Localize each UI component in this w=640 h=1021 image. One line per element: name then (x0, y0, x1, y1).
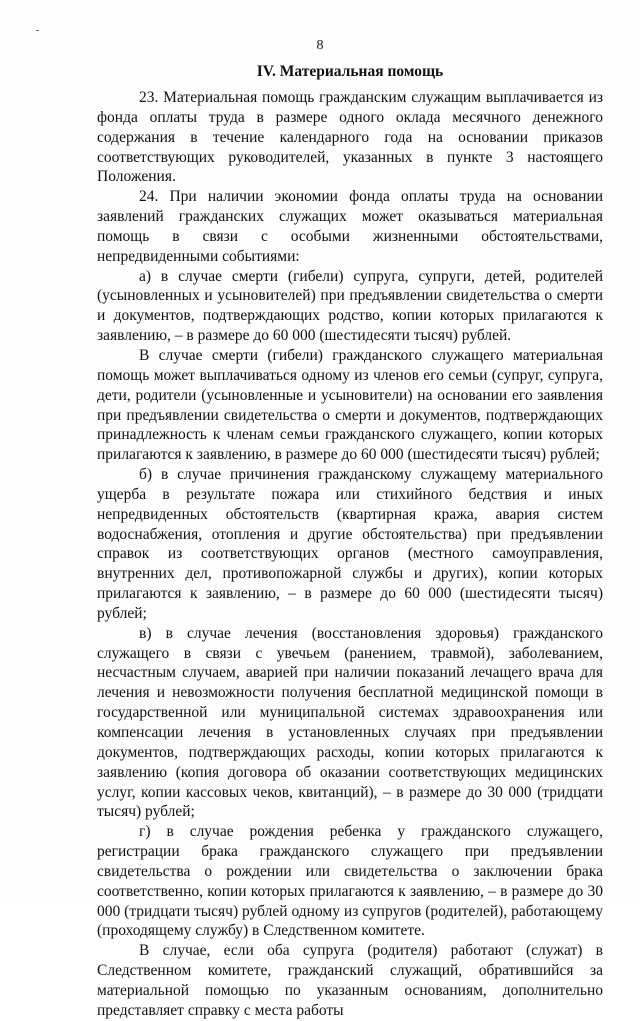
paragraph-24-v: в) в случае лечения (восстановления здоровья) гражданского служащего в связи с увечьем (ранением, травмой), заболеванием, несчастным случаем, аварией при наличии показаний лечащего врача для лечения и невозможности получения бесплатной медицинской помощи в государственной или муниципальной системах здравоохранения или компенсации лечения в установленных случаях при предъявлении документов, подтверждающих расходы, копии которых прилагаются к заявлению (копия договора об оказании соответствующих медицинских услуг, копии кассовых чеков, квитанций), – в размере до 30 000 (тридцати тысяч) рублей; (97, 624, 603, 821)
paragraph-24: 24. При наличии экономии фонда оплаты труда на основании заявлений гражданских служащих может оказываться материальная помощь в связи с особыми жизненными обстоятельствами, непредвиденными событиями: (97, 188, 603, 265)
section-title: IV. Материальная помощь (256, 63, 444, 80)
paragraph-both-spouses: В случае, если оба супруга (родителя) работают (служат) в Следственном комитете, гражданский служащий, обратившийся за материальной помощью по указанным основаниям, дополнительно представляет справку с места работы (97, 942, 603, 1019)
paragraph-24-g: г) в случае рождения ребенка у гражданского служащего, регистрации брака гражданского служащего при предъявлении свидетельства о рождении или свидетельства о заключении брака соответственно, копии которых прилагаются к заявлению, – в размере до 30 000 (тридцати тысяч) рублей одному из супругов (родителей), работающему (проходящему службу) в Следственном комитете. (97, 823, 603, 940)
document-body (97, 88, 603, 1021)
paragraph-24-b: б) в случае причинения гражданскому служащему материального ущерба в результате пожара или стихийного бедствия и иных непредвиденных обстоятельств (квартирная кража, авария систем водоснабжения, отопления и другие обстоятельства) при предъявлении справок из соответствующих органов (местного самоуправления, внутренних дел, противопожарной службы и других), копии которых прилагаются к заявлению, – в размере до 60 000 (шестидесяти тысяч) рублей; (97, 466, 603, 622)
page-number: 8 (316, 38, 324, 53)
paragraph-23: 23. Материальная помощь гражданским служащим выплачивается из фонда оплаты труда в размере одного оклада месячного денежного содержания в течение календарного года на основании приказов соответствующих руководителей, указанных в пункте 3 настоящего Положения. (97, 89, 603, 186)
paragraph-24-a: а) в случае смерти (гибели) супруга, супруги, детей, родителей (усыновленных и усыновителей) при предъявлении свидетельства о смерти и документов, подтверждающих родство, копии которых прилагаются к заявлению, – в размере до 60 000 (шестидесяти тысяч) рублей. (97, 267, 603, 345)
scan-speck (36, 30, 39, 31)
paragraph-24-a-death-of-employee: В случае смерти (гибели) гражданского служащего материальная помощь может выплачиваться одному из членов его семьи (супруг, супруга, дети, родители (усыновленные и усыновители) на основании его заявления при предъявлении свидетельства о смерти и документов, подтверждающих принадлежность к членам семьи гражданского служащего, копии которых прилагаются к заявлению, в размере до 60 000 (шестидесяти тысяч) рублей; (97, 346, 603, 464)
